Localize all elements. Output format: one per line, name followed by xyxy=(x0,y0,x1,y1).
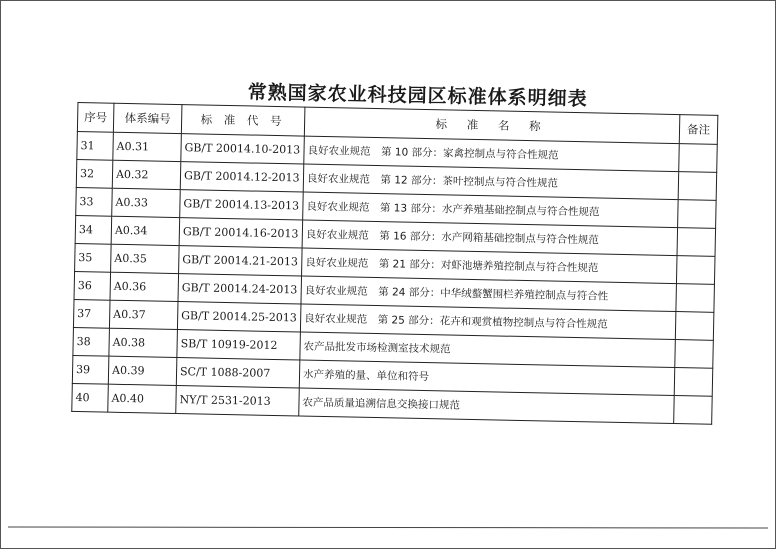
cell-standard-code: GB/T 20014.16-2013 xyxy=(179,218,303,248)
standards-table xyxy=(71,102,718,425)
cell-standard-name: 良好农业规范 第 13 部分：水产养殖基础控制点与符合性规范 xyxy=(303,192,678,228)
cell-seq: 34 xyxy=(75,215,112,244)
cell-seq: 32 xyxy=(76,159,113,188)
cell-note xyxy=(678,172,717,201)
cell-note xyxy=(675,312,714,341)
cell-seq: 31 xyxy=(77,131,114,160)
cell-seq: 36 xyxy=(74,271,111,300)
cell-note xyxy=(676,284,715,313)
cell-code: A0.36 xyxy=(110,272,179,301)
cell-standard-code: GB/T 20014.25-2013 xyxy=(177,302,301,332)
cell-standard-name: 良好农业规范 第 12 部分：茶叶控制点与符合性规范 xyxy=(303,164,678,200)
cell-standard-name: 良好农业规范 第 16 部分：水产网箱基础控制点与符合性规范 xyxy=(302,220,677,256)
header-code: 体系编号 xyxy=(113,103,182,133)
cell-standard-name: 良好农业规范 第 10 部分：家禽控制点与符合性规范 xyxy=(304,136,679,172)
cell-code: A0.34 xyxy=(111,216,180,245)
cell-note xyxy=(676,256,715,285)
cell-standard-code: GB/T 20014.13-2013 xyxy=(180,190,304,220)
cell-code: A0.35 xyxy=(111,244,180,273)
cell-note xyxy=(677,228,716,257)
cell-standard-name: 良好农业规范 第 25 部分：花卉和观赏植物控制点与符合性规范 xyxy=(300,304,675,340)
cell-code: A0.38 xyxy=(109,328,178,357)
header-seq: 序号 xyxy=(77,103,114,133)
cell-standard-code: GB/T 20014.24-2013 xyxy=(178,274,302,304)
document-title: 常熟国家农业科技园区标准体系明细表 xyxy=(247,81,588,111)
cell-standard-name: 良好农业规范 第 24 部分：中华绒螯蟹围栏养殖控制点与符合性 xyxy=(301,276,676,312)
cell-code: A0.37 xyxy=(109,300,178,329)
cell-code: A0.33 xyxy=(112,188,181,217)
cell-seq: 38 xyxy=(73,327,110,356)
cell-note xyxy=(678,200,717,229)
cell-standard-name: 水产养殖的量、单位和符号 xyxy=(299,360,674,396)
cell-standard-code: GB/T 20014.10-2013 xyxy=(181,134,305,164)
cell-note xyxy=(679,144,718,173)
cell-code: A0.39 xyxy=(108,356,177,385)
cell-seq: 39 xyxy=(72,355,109,384)
cell-code: A0.32 xyxy=(112,160,181,189)
header-standard-name: 标 准 名 称 xyxy=(304,107,680,144)
cell-code: A0.40 xyxy=(108,384,177,413)
cell-standard-code: SC/T 1088-2007 xyxy=(176,358,300,388)
cell-note xyxy=(674,368,713,397)
cell-seq: 40 xyxy=(72,383,109,412)
cell-code: A0.31 xyxy=(113,132,182,161)
document-sheet xyxy=(71,76,718,425)
cell-standard-code: GB/T 20014.12-2013 xyxy=(180,162,304,192)
cell-standard-name: 农产品批发市场检测室技术规范 xyxy=(300,332,675,368)
cell-seq: 37 xyxy=(73,299,110,328)
cell-standard-code: NY/T 2531-2013 xyxy=(176,386,300,416)
cell-standard-code: SB/T 10919-2012 xyxy=(177,330,301,360)
header-note: 备注 xyxy=(679,115,718,145)
cell-note xyxy=(675,340,714,369)
cell-seq: 33 xyxy=(76,187,113,216)
header-standard-code: 标 准 代 号 xyxy=(181,105,305,136)
cell-note xyxy=(674,396,713,425)
cell-standard-name: 良好农业规范 第 21 部分：对虾池塘养殖控制点与符合性规范 xyxy=(302,248,677,284)
cell-standard-name: 农产品质量追溯信息交换接口规范 xyxy=(299,388,674,424)
cell-standard-code: GB/T 20014.21-2013 xyxy=(179,246,303,276)
cell-seq: 35 xyxy=(75,243,112,272)
